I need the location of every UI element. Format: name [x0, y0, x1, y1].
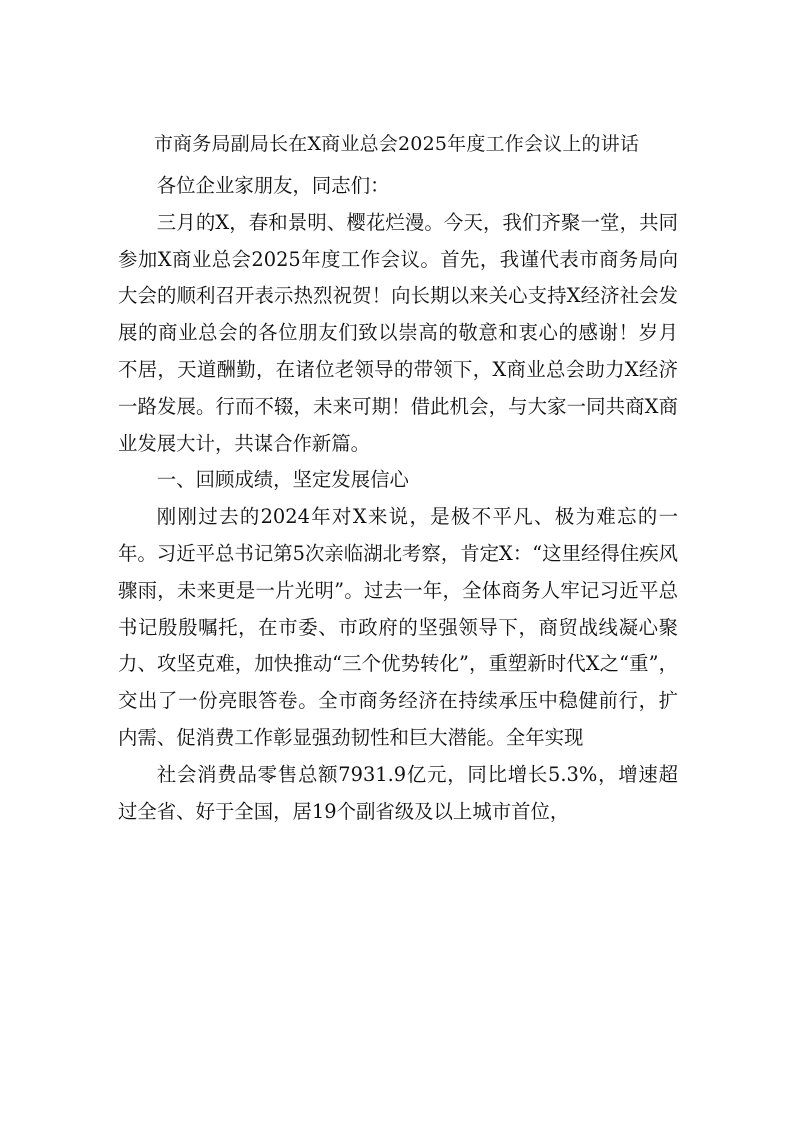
retail-paragraph: 社会消费品零售总额7931.9亿元，同比增长5.3%，增速超过全省、好于全国，居19个副省级及以上城市首位， [118, 762, 678, 823]
section-heading: 一、回顾成绩，坚定发展信心 [156, 468, 409, 492]
review-paragraph: 刚刚过去的2024年对X来说，是极不平凡、极为难忘的一年。习近平总书记第5次亲临湖北考察，肯定X：“这里经得住疾风骤雨，未来更是一片光明”。过去一年，全体商务人牢记习近平总书记殷殷嘱托，在市委、市政府的坚强领导下，商贸战线凝心聚力、攻坚克难，加快推动“三个优势转化”，重塑新时代X之“重”，交出了一份亮眼答卷。全市商务经济在持续承压中稳健前行，扩内需、促消费工作彰显强劲韧性和巨大潜能。全年实现 [118, 505, 678, 749]
document-body [118, 168, 678, 830]
opening-paragraph: 三月的X，春和景明、樱花烂漫。今天，我们齐聚一堂，共同参加X商业总会2025年度工作会议。首先，我谨代表市商务局向大会的顺利召开表示热烈祝贺！向长期以来关心支持X经济社会发展的商业总会的各位朋友们致以崇高的敬意和衷心的感谢！岁月不居，天道酬勤，在诸位老领导的带领下，X商业总会助力X经济一路发展。行而不辍，未来可期！借此机会，与大家一同共商X商业发展大计，共谋合作新篇。 [118, 210, 678, 455]
document-title: 市商务局副局长在X商业总会2025年度工作会议上的讲话 [153, 133, 640, 155]
greeting-paragraph: 各位企业家朋友，同志们： [156, 174, 390, 197]
